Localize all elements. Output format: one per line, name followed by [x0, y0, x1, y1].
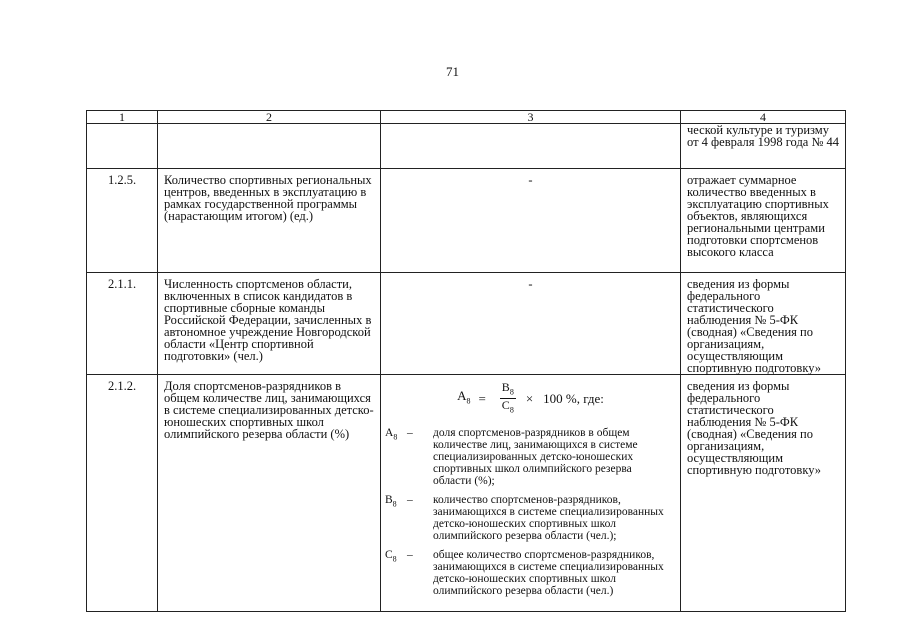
- table-row: [87, 124, 846, 169]
- calculation-method: -: [381, 273, 681, 375]
- column-number-2: 2: [158, 111, 381, 124]
- indicator-table: [86, 110, 846, 612]
- column-number-1: 1: [87, 111, 158, 124]
- formula: [385, 381, 676, 417]
- table-row: [87, 169, 846, 273]
- data-source-note: сведения из формы федерального статистического наблюдения № 5-ФК (сводная) «Сведения по организациям, осуществляющим спортивную подготовку»: [681, 273, 846, 375]
- column-number-header: [87, 111, 846, 124]
- row-number: 2.1.2.: [87, 375, 158, 612]
- formula-definitions: [385, 427, 676, 597]
- indicator-name: Количество спортивных региональных центров, введенных в эксплуатацию в рамках государственной программы (нарастающим итогом) (ед.): [158, 169, 381, 273]
- definition-item: $C_8$ – общее количество спортсменов-разрядников, занимающихся в системе специализированных детско-юношеских спортивных школ олимпийского резерва области (чел.): [385, 548, 664, 597]
- page-number: 71: [446, 64, 459, 79]
- table-row: [87, 375, 846, 612]
- cell-empty: [381, 124, 681, 169]
- formula-tail: 100 %, где:: [543, 390, 604, 406]
- table-row: [87, 273, 846, 375]
- definition-item: $B_8$ – количество спортсменов-разрядников, занимающихся в системе специализированных детско-юношеских спортивных школ олимпийского резерва области (чел.);: [385, 493, 664, 542]
- calculation-method: -: [381, 169, 681, 273]
- column-number-3: 3: [381, 111, 681, 124]
- formula-lhs: $A_8$: [457, 388, 471, 406]
- cell-empty: [158, 124, 381, 169]
- formula-equals: =: [478, 390, 486, 406]
- column-number-4: 4: [681, 111, 846, 124]
- definition-item: $A_8$ – доля спортсменов-разрядников в общем количестве лиц, занимающихся в системе специализированных детско-юношеских спортивных школ олимпийского резерва области (%);: [385, 426, 638, 487]
- row-number: 1.2.5.: [87, 169, 158, 273]
- data-source-note: отражает суммарное количество введенных в эксплуатацию спортивных объектов, являющихся региональными центрами подготовки спортсменов высокого класса: [681, 169, 846, 273]
- formula-times: ×: [525, 390, 534, 406]
- row-number: 2.1.1.: [87, 273, 158, 375]
- formula-fraction: $\frac{B_8}{C_8}$: [501, 380, 514, 415]
- indicator-name: Доля спортсменов-разрядников в общем количестве лиц, занимающихся в системе специализированных детско-юношеских спортивных школ олимпийского резерва области (%): [158, 375, 381, 612]
- indicator-name: Численность спортсменов области, включенных в список кандидатов в спортивные сборные команды Российской Федерации, зачисленных в автономное учреждение Новгородской области «Центр спортивной подготовки» (чел.): [158, 273, 381, 375]
- cell-empty: [87, 124, 158, 169]
- calculation-method: [381, 375, 681, 612]
- data-source-note: сведения из формы федерального статистического наблюдения № 5-ФК (сводная) «Сведения по организациям, осуществляющим спортивную подготовку»: [681, 375, 846, 612]
- continued-note: ческой культуре и туризму от 4 февраля 1998 года № 44: [681, 124, 846, 169]
